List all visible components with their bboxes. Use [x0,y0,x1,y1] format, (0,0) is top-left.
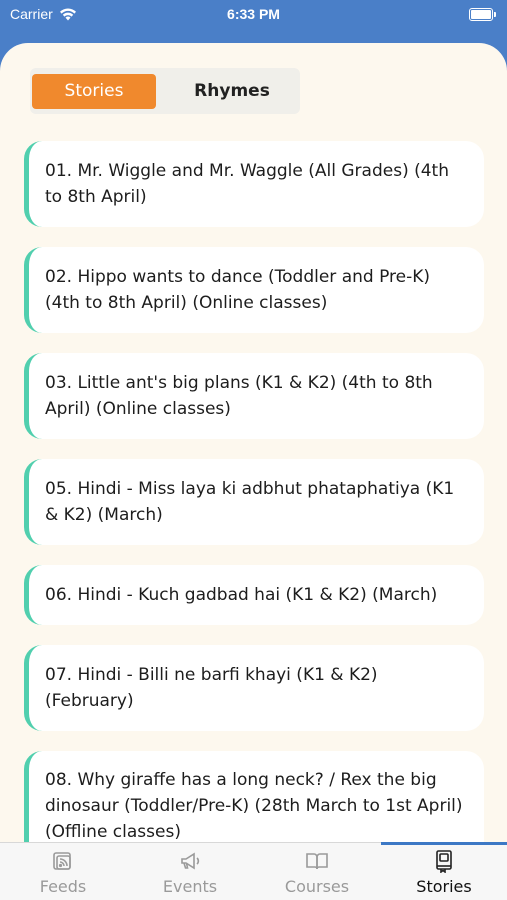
stories-list [24,141,484,843]
tab-bar [0,842,507,900]
segment-rhymes[interactable]: Rhymes [194,81,270,101]
tab-stories-label: Stories [416,877,472,896]
story-title: 07. Hindi - Billi ne barfi khayi (K1 & K2) (February) [45,665,378,711]
tab-courses[interactable] [254,843,380,900]
story-card[interactable] [24,645,484,731]
story-title: 03. Little ant's big plans (K1 & K2) (4th to 8th April) (Online classes) [45,373,433,419]
story-title: 08. Why giraffe has a long neck? / Rex the big dinosaur (Toddler/Pre-K) (28th March to 1st April) (Offline classes) [45,770,463,842]
status-time: 6:33 PM [227,6,280,22]
book-open-icon [305,849,329,873]
story-card[interactable] [24,459,484,545]
story-card[interactable] [24,565,484,625]
story-title: 06. Hindi - Kuch gadbad hai (K1 & K2) (March) [45,585,438,605]
battery-icon [469,8,493,21]
megaphone-icon [178,849,202,873]
story-title: 02. Hippo wants to dance (Toddler and Pre-K) (4th to 8th April) (Online classes) [45,267,431,313]
tab-feeds[interactable] [0,843,126,900]
storybook-icon [432,849,456,873]
story-card[interactable] [24,353,484,439]
tab-stories[interactable] [381,843,507,900]
tab-courses-label: Courses [284,877,350,896]
story-card[interactable] [24,751,484,843]
feeds-icon [51,849,75,873]
segmented-control [30,68,300,114]
carrier-label: Carrier [10,6,53,22]
story-title: 01. Mr. Wiggle and Mr. Waggle (All Grades) (4th to 8th April) [45,161,449,207]
story-title: 05. Hindi - Miss laya ki adbhut phataphatiya (K1 & K2) (March) [45,479,455,525]
tab-events[interactable] [127,843,253,900]
tab-feeds-label: Feeds [39,877,87,896]
story-card[interactable] [24,141,484,227]
tab-events-label: Events [162,877,218,896]
content-sheet [0,43,507,843]
story-card[interactable] [24,247,484,333]
status-bar [0,0,507,36]
segment-stories[interactable]: Stories [32,74,156,109]
